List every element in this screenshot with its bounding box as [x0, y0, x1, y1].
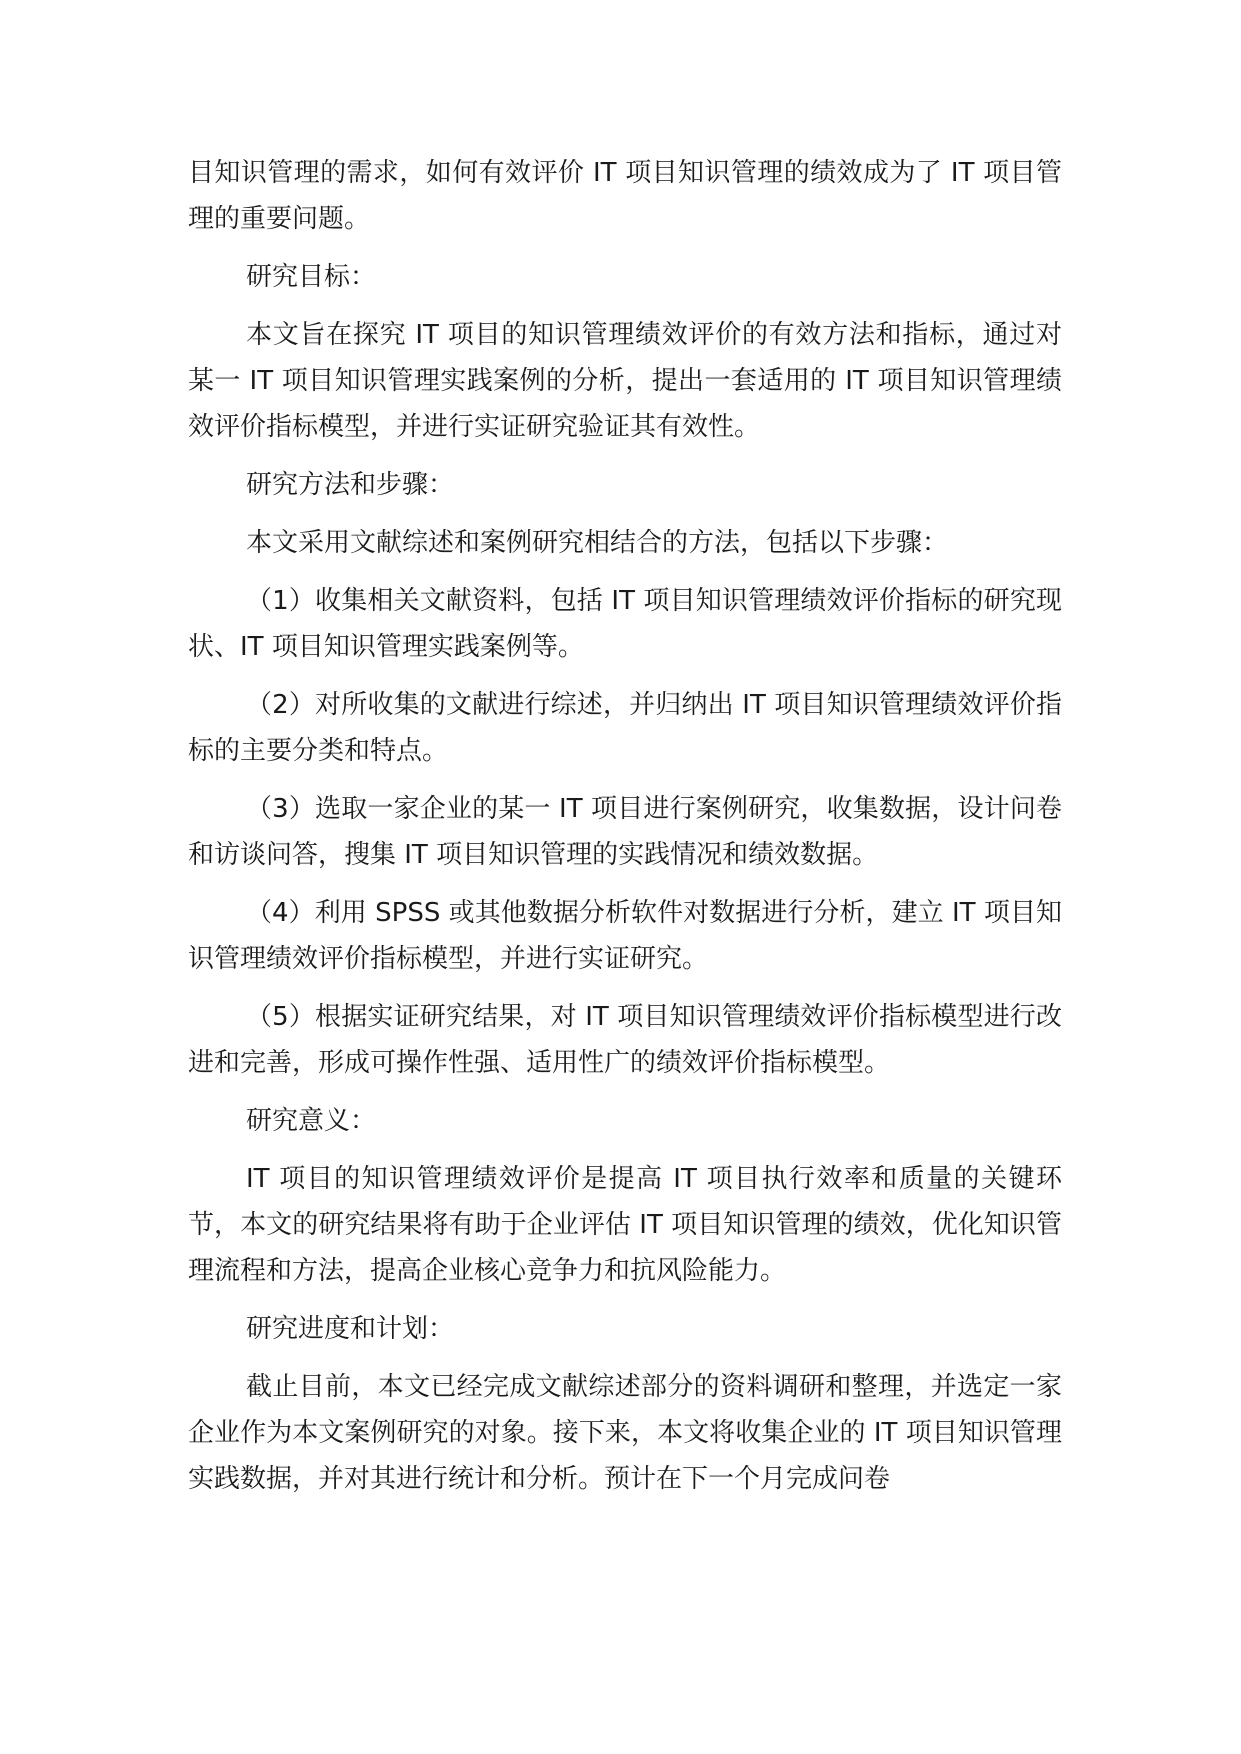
list-item-step-4: （4）利用 SPSS 或其他数据分析软件对数据进行分析，建立 IT 项目知识管理绩效评价指标模型，并进行实证研究。	[188, 898, 1062, 974]
list-item-step-2: （2）对所收集的文献进行综述，并归纳出 IT 项目知识管理绩效评价指标的主要分类和特点。	[188, 690, 1062, 766]
body-paragraph-method: 本文采用文献综述和案例研究相结合的方法，包括以下步骤：	[246, 528, 949, 558]
section-heading-schedule: 研究进度和计划：	[246, 1314, 455, 1344]
section-heading-objective: 研究目标：	[246, 262, 377, 292]
list-item-step-1: （1）收集相关文献资料，包括 IT 项目知识管理绩效评价指标的研究现状、IT 项目知识管理实践案例等。	[188, 586, 1062, 662]
section-heading-significance: 研究意义：	[246, 1106, 377, 1136]
body-paragraph-schedule: 截止目前，本文已经完成文献综述部分的资料调研和整理，并选定一家企业作为本文案例研究的对象。接下来，本文将收集企业的 IT 项目知识管理实践数据，并对其进行统计和分析。预计在下一个月完成问卷	[188, 1372, 1062, 1494]
continuation-paragraph: 目知识管理的需求，如何有效评价 IT 项目知识管理的绩效成为了 IT 项目管理的重要问题。	[188, 158, 1062, 234]
document-page	[188, 150, 1062, 1514]
section-heading-method: 研究方法和步骤：	[246, 470, 455, 500]
body-paragraph-significance: IT 项目的知识管理绩效评价是提高 IT 项目执行效率和质量的关键环节，本文的研究结果将有助于企业评估 IT 项目知识管理的绩效，优化知识管理流程和方法，提高企业核心竞争力和抗风险能力。	[188, 1164, 1062, 1286]
list-item-step-5: （5）根据实证研究结果，对 IT 项目知识管理绩效评价指标模型进行改进和完善，形成可操作性强、适用性广的绩效评价指标模型。	[188, 1002, 1062, 1078]
body-paragraph-objective: 本文旨在探究 IT 项目的知识管理绩效评价的有效方法和指标，通过对某一 IT 项目知识管理实践案例的分析，提出一套适用的 IT 项目知识管理绩效评价指标模型，并进行实证研究验证其有效性。	[188, 320, 1062, 442]
list-item-step-3: （3）选取一家企业的某一 IT 项目进行案例研究，收集数据，设计问卷和访谈问答，搜集 IT 项目知识管理的实践情况和绩效数据。	[188, 794, 1062, 870]
